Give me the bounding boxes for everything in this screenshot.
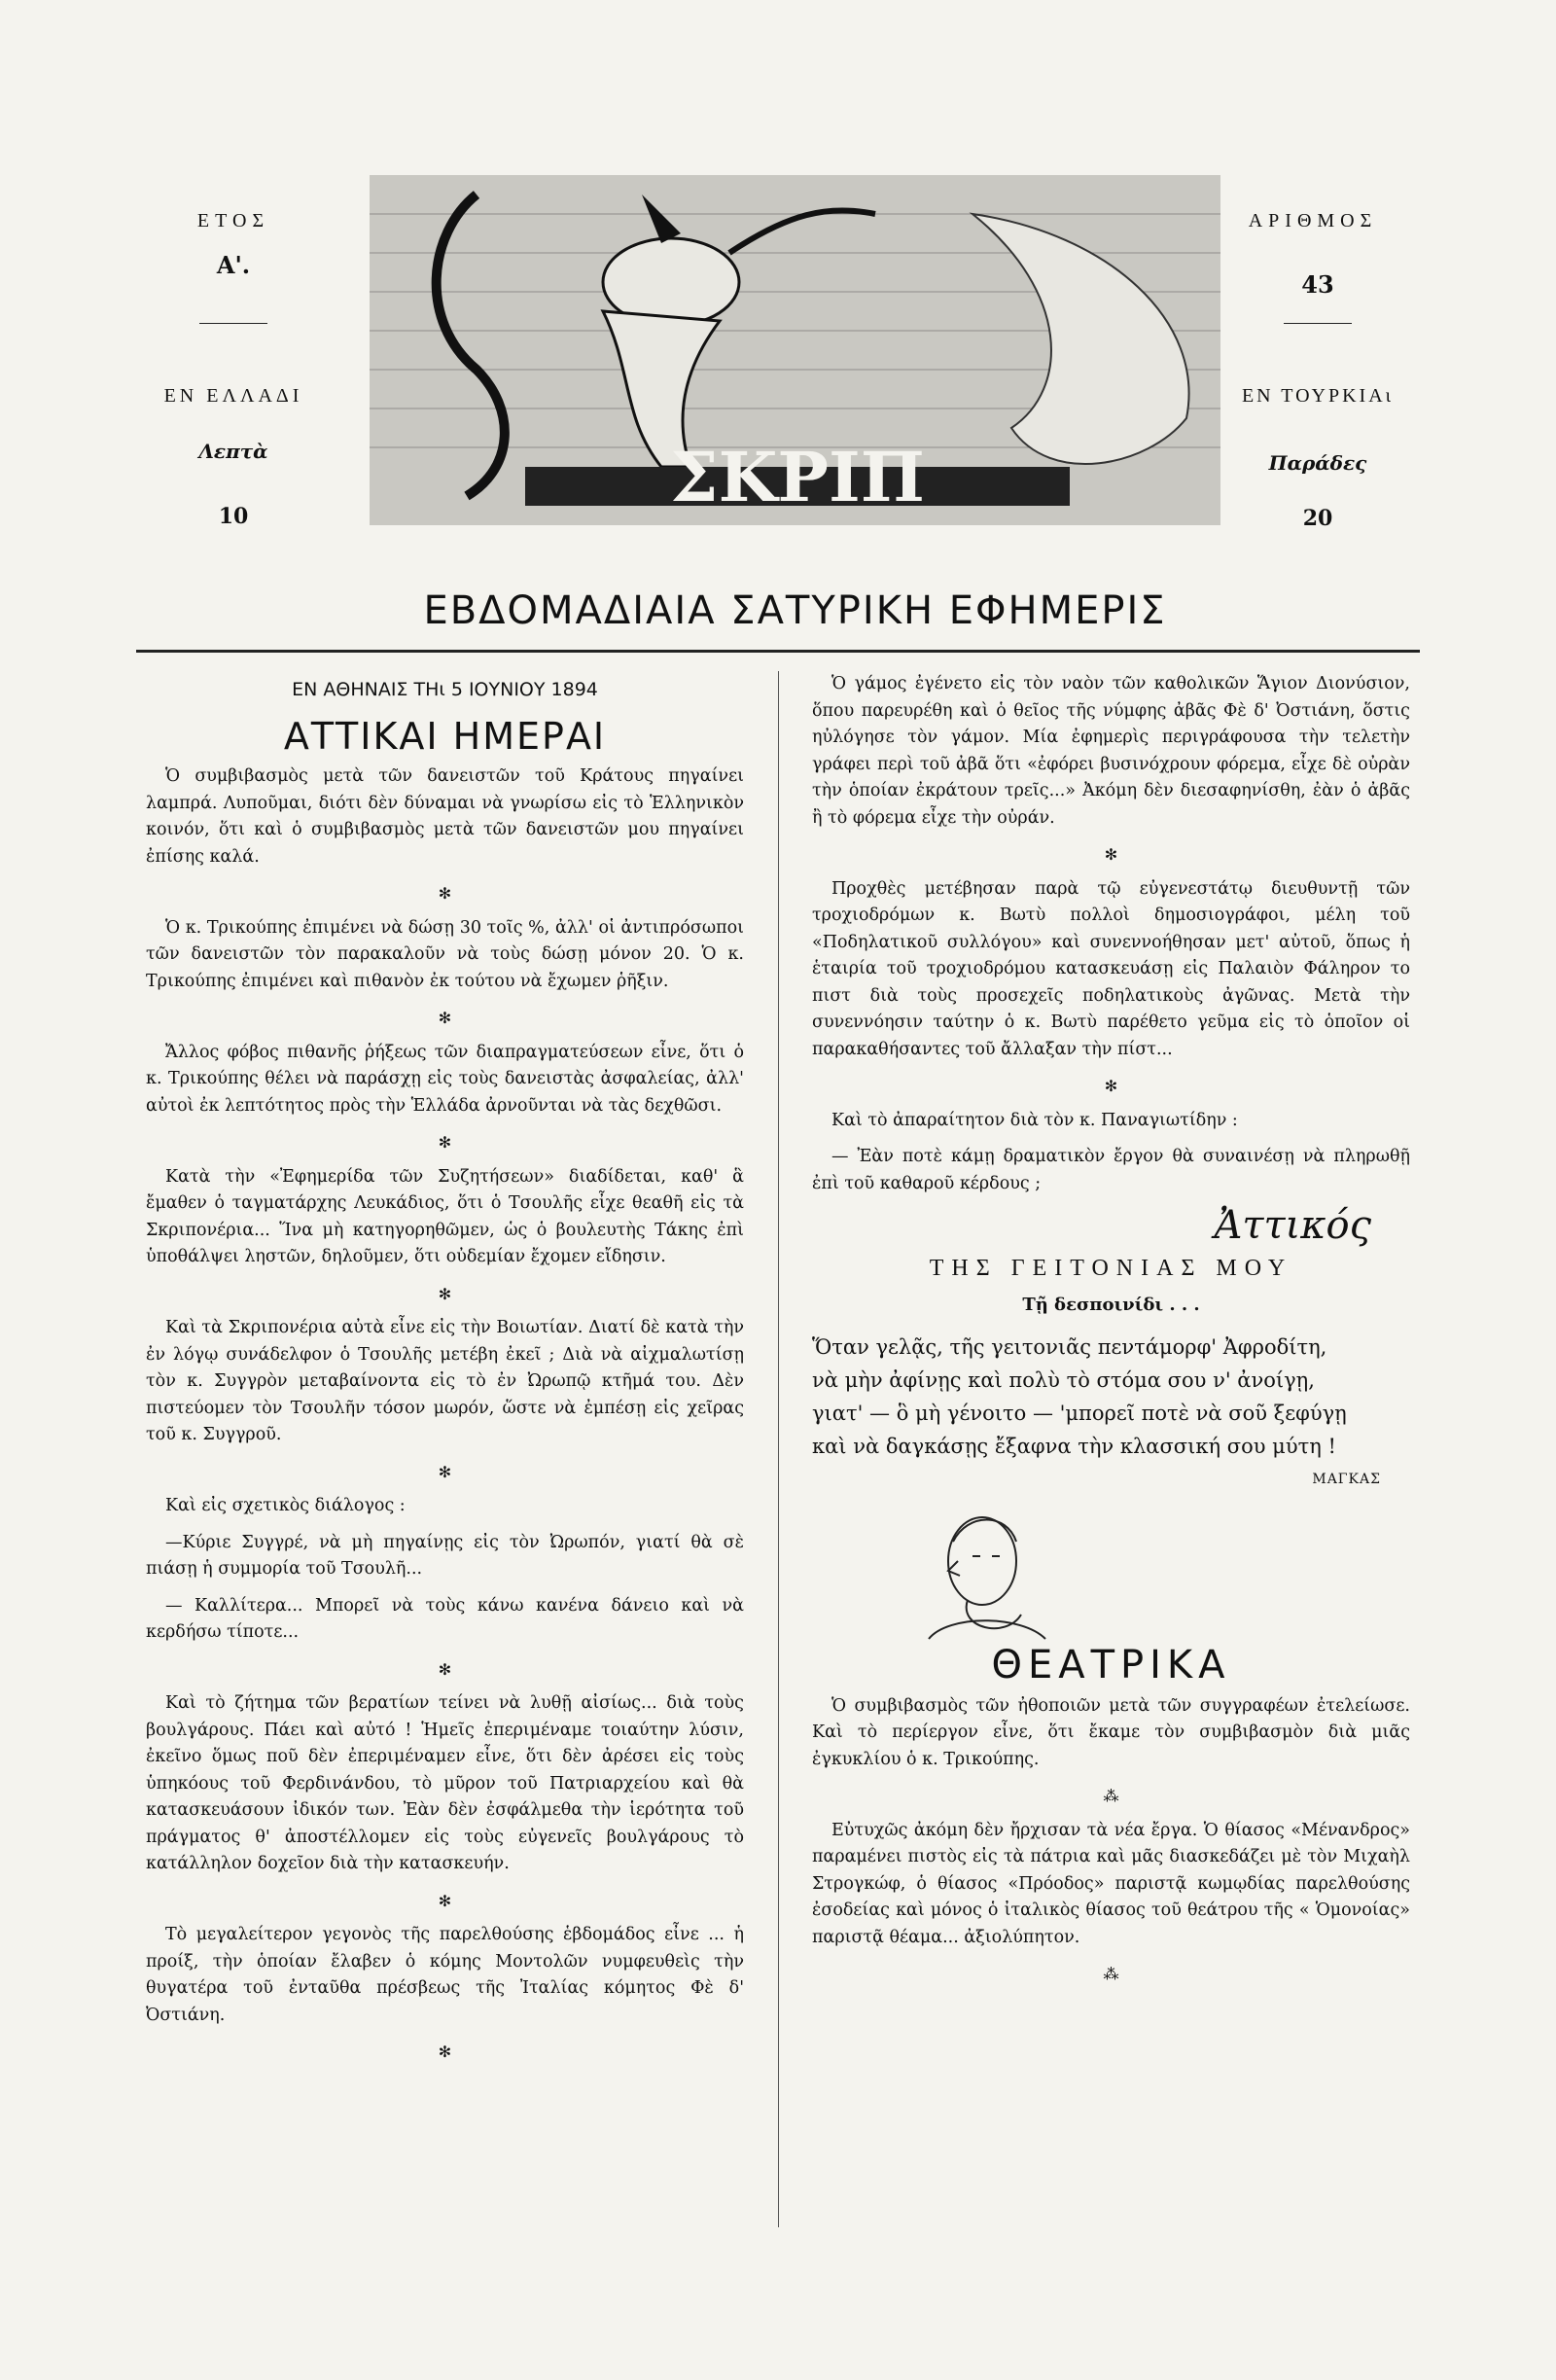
article-paragraph: Ὁ κ. Τρικούπης ἐπιμένει νὰ δώσῃ 30 τοῖς %, ἀλλ' οἱ ἀντιπρόσωποι τῶν δανειστῶν τὸν παρακαλοῦν νὰ τοὺς δώσῃ μόνον 20. Ὁ κ. Τρικούπης ἐπιμένει καὶ πιθανὸν ἐκ τούτου νὰ ἔχωμεν ῥῆξιν. xyxy=(146,917,744,991)
dialogue-line: — Καλλίτερα... Μπορεῖ νὰ τοὺς κάνω κανένα δάνειο καὶ νὰ κερδήσω τίποτε... xyxy=(146,1595,744,1642)
separator-asterisk: ✻ xyxy=(438,884,452,903)
dateline: ΕΝ ΑΘΗΝΑΙΣ ΤΗι 5 ΙΟΥΝΙΟΥ 1894 xyxy=(292,679,598,700)
separator-asterisk: ✻ xyxy=(1104,845,1118,864)
separator-asterisk: ✻ xyxy=(438,1009,452,1027)
poem-line: Ὅταν γελᾷς, τῆς γειτονιᾶς πεντάμορφ' Ἀφροδίτη, xyxy=(812,1334,1327,1359)
article-paragraph: Καὶ τὰ Σκριπονέρια αὐτὰ εἶνε εἰς τὴν Βοιωτίαν. Διατί δὲ κατὰ τὴν ἐν λόγῳ συνάδελφον ὁ Τσουλῆς μετέβη ἐκεῖ ; Διὰ νὰ αἰχμαλωτίσῃ τὸν κ. Συγγρὸν μεταβαίνοντα εἰς τὸ ἐν Ὠρωπῷ κτῆμά του. Δὲν πιστεύομεν τὸν Τσουλῆν τόσον μωρόν, ὥστε νὰ ἐμπέσῃ εἰς χεῖρας τοῦ κ. Συγγροῦ. xyxy=(146,1318,744,1444)
article-paragraph: Ὁ συμβιβασμὸς μετὰ τῶν δανειστῶν τοῦ Κράτους πηγαίνει λαμπρά. Λυποῦμαι, διότι δὲν δύναμαι νὰ γνωρίσω εἰς τὸ Ἑλληνικὸν κοινόν, ὅτι καὶ ὁ συμβιβασμὸς μετὰ τῶν δανειστῶν μου πηγαίνει ἐπίσης καλά. xyxy=(146,766,744,867)
separator-dots: ⁂ xyxy=(1103,1965,1119,1983)
article-paragraph: Καὶ τὸ ζήτημα τῶν βερατίων τείνει νὰ λυθῇ αἰσίως... διὰ τοὺς βουλγάρους. Πάει καὶ αὐτό ! Ἡμεῖς ἐπεριμέναμε τοιαύτην λύσιν, ἐκεῖνο ὅμως ποῦ δὲν ἐπεριμέναμεν εἶνε, ὅτι δὲν ἀρέσει εἰς τοὺς ὑπηκόους τοῦ Φερδινάνδου, τὸ μῦρον τοῦ Πατριαρχείου καὶ θὰ κατασκευάσουν ἰδικόν των. Ἐὰν δὲν ἐσφάλμεθα τὴν ἱερότητα τοῦ πράγματος θ' ἀποστέλλομεν εἰς τοὺς εὐγενεῖς βουλγάρους τὸ κατάλληλον δοχεῖον διὰ τὴν κατασκευήν. xyxy=(146,1693,744,1873)
poem-body xyxy=(812,1331,1410,1463)
poem-dedication: Τῇ δεσποινίδι . . . xyxy=(1022,1295,1200,1315)
dialogue-line: —Κύριε Συγγρέ, νὰ μὴ πηγαίνῃς εἰς τὸν Ὠρωπόν, γιατί θὰ σὲ πιάσῃ ἡ συμμορία τοῦ Τσουλῆ... xyxy=(146,1532,744,1579)
article-paragraph: Ὁ συμβιβασμὸς τῶν ἠθοποιῶν μετὰ τῶν συγγραφέων ἐτελείωσε. Καὶ τὸ περίεργον εἶνε, ὅτι ἔκαμε τὸν συμβιβασμὸν διὰ μιᾶς ἐγκυκλίου ὁ κ. Τρικούπης. xyxy=(812,1695,1410,1769)
column-divider xyxy=(778,671,779,2227)
masthead-logo-text: ΣΚΡΙΠ xyxy=(670,437,925,517)
year-value: Α'. xyxy=(216,251,251,279)
left-price: 10 xyxy=(218,504,249,529)
article-paragraph: Προχθὲς μετέβησαν παρὰ τῷ εὐγενεστάτῳ διευθυντῇ τῶν τροχιοδρόμων κ. Βωτὺ πολλοὶ δημοσιογράφοι, μέλη τοῦ «Ποδηλατικοῦ συλλόγου» καὶ συνεννοήθησαν μετ' αὐτοῦ, ὅπως ἡ ἑταιρία τοῦ τροχιοδρόμου κατασκευάσῃ εἰς Παλαιὸν Φάληρον το πιστ διὰ τοὺς προσεχεῖς ποδηλατικοὺς ἀγῶνας. Μετὰ τὴν συνεννόησιν ταύτην ὁ κ. Βωτὺ παρέθετο γεῦμα εἰς τὸ ὁποῖον οἱ παρακαθήσαντες τοῦ ἄλλαξαν τὴν πίστ... xyxy=(812,878,1410,1059)
separator-asterisk: ✻ xyxy=(438,1659,452,1679)
left-column xyxy=(146,671,744,2074)
article-paragraph: Καὶ τὸ ἀπαραίτητον διὰ τὸν κ. Παναγιωτίδην : xyxy=(831,1110,1238,1130)
separator-asterisk: ✻ xyxy=(438,1462,452,1481)
separator-asterisk: ✻ xyxy=(438,1891,452,1910)
poem-line: καὶ νὰ δαγκάσῃς ἔξαφνα τὴν κλασσική σου μύτη ! xyxy=(812,1434,1336,1458)
right-region: ΕΝ ΤΟΥΡΚΙΑι xyxy=(1241,385,1395,407)
article-paragraph: Ὁ γάμος ἐγένετο εἰς τὸν ναὸν τῶν καθολικῶν Ἅγιον Διονύσιον, ὅπου παρευρέθη καὶ ὁ θεῖος τῆς νύμφης ἀβᾶς Φὲ δ' Ὀστιάνη, ὅστις ηὐλόγησε τὸν γάμον. Μία ἐφημερὶς περιγράφουσα τὴν τελετὴν γράφει περὶ τοῦ ἀβᾶ ὅτι «ἐφόρει βυσινόχρουν φόρεμα, εἶχε δὲ οὐρὰν τὴν ὁποίαν ἐκράτουν τρεῖς...» Ἀκόμη δὲν διεσαφηνίσθη, ἐὰν ὁ ἀβᾶς ἢ τὸ φόρεμα εἶχε τὴν οὐράν. xyxy=(812,674,1410,828)
right-divider xyxy=(1284,323,1352,324)
article-paragraph: — Ἐὰν ποτὲ κάμῃ δραματικὸν ἔργον θὰ συναινέσῃ νὰ πληρωθῇ ἐπὶ τοῦ καθαροῦ κέρδους ; xyxy=(812,1147,1410,1193)
section-heading-attikai: ΑΤΤΙΚΑΙ ΗΜΕΡΑΙ xyxy=(283,714,607,758)
right-column xyxy=(812,671,1410,1996)
section-heading-theatrika: ΘΕΑΤΡΙΚΑ xyxy=(991,1643,1231,1687)
article-paragraph: Ἄλλος φόβος πιθανῆς ῥήξεως τῶν διαπραγματεύσεων εἶνε, ὅτι ὁ κ. Τρικούπης θέλει νὰ παράσχῃ εἰς τοὺς δανειστὰς ἀσφαλείας, ἀλλ' αὐτοὶ ἐκ λεπτότητος πρὸς τὴν Ἑλλάδα ἀρνοῦνται νὰ τὰς δεχθῶσι. xyxy=(146,1042,744,1116)
portrait-sketch xyxy=(812,1503,1410,1649)
separator-dots: ⁂ xyxy=(1103,1787,1119,1805)
separator-asterisk: ✻ xyxy=(438,1284,452,1303)
separator-asterisk: ✻ xyxy=(1104,1077,1118,1095)
masthead-illustration xyxy=(370,175,1220,525)
article-paragraph: Καὶ εἰς σχετικὸς διάλογος : xyxy=(165,1496,406,1515)
year-label: ΕΤΟΣ xyxy=(196,210,270,231)
devil-illustration xyxy=(370,175,1220,525)
article-paragraph: Κατὰ τὴν «Ἐφημερίδα τῶν Συζητήσεων» διαδίδεται, καθ' ἃ ἔμαθεν ὁ ταγματάρχης Λευκάδιος, ὅτι ὁ Τσουλῆς εἶχε θεαθῆ εἰς τὰ Σκριπονέρια... Ἵνα μὴ κατηγορηθῶμεν, ὡς ὁ βουλευτὴς Τάκης ἐπὶ ὑποθάλψει ληστῶν, δηλοῦμεν, ὅτι οὐδεμίαν ἔχομεν εἴδησιν. xyxy=(146,1166,744,1266)
left-region: ΕΝ ΕΛΛΑΔΙ xyxy=(163,385,303,407)
right-price: 20 xyxy=(1302,506,1333,531)
right-currency: Παράδες xyxy=(1268,451,1367,475)
poem-title: ΤΗΣ ΓΕΙΤΟΝΙΑΣ ΜΟΥ xyxy=(929,1255,1293,1281)
left-currency: Λεπτὰ xyxy=(198,440,268,463)
article-paragraph: Εὐτυχῶς ἀκόμη δὲν ἤρχισαν τὰ νέα ἔργα. Ὁ θίασος «Μένανδρος» παραμένει πιστὸς εἰς τὰ πάτρια καὶ μᾶς διασκεδάζει μὲ τὸν Μιχαὴλ Στρογκώφ, ὁ θίασος «Πρόοδος» παριστᾷ κωμῳδίας παρελθούσης ἐσοδείας καὶ μόνος ὁ ἰταλικὸς θίασος τοῦ θεάτρου τῆς « Ὁμονοίας» παριστᾷ θέαμα... ἀξιολύπητον. xyxy=(812,1820,1410,1947)
poem-line: γιατ' — ὃ μὴ γένοιτο — 'μπορεῖ ποτὲ νὰ σοῦ ξεφύγῃ xyxy=(812,1401,1347,1425)
poem-author: ΜΑΓΚΑΣ xyxy=(1312,1471,1381,1487)
left-divider xyxy=(199,323,267,324)
article-paragraph: Τὸ μεγαλείτερον γεγονὸς τῆς παρελθούσης ἑβδομάδος εἶνε ... ἡ προίξ, τὴν ὁποίαν ἔλαβεν ὁ κόμης Μοντολῶν νυμφευθεὶς τὴν θυγατέρα τοῦ ἐνταῦθα πρέσβεως τῆς Ἰταλίας κόμητος Φὲ δ' Ὀστιάνη. xyxy=(146,1925,744,2025)
poem-line: νὰ μὴν ἀφίνῃς καὶ πολὺ τὸ στόμα σου ν' ἀνοίγῃ, xyxy=(812,1368,1315,1392)
issue-number-value: 43 xyxy=(1301,270,1334,299)
separator-asterisk: ✻ xyxy=(438,1133,452,1152)
newspaper-subtitle: ΕΒΔΟΜΑΔΙΑΙΑ ΣΑΤΥΡΙΚΗ ΕΦΗΜΕΡΙΣ xyxy=(423,588,1167,633)
author-signature: Ἀττικός xyxy=(1214,1203,1371,1248)
masthead-rule xyxy=(136,650,1420,653)
issue-number-label: ΑΡΙΘΜΟΣ xyxy=(1248,210,1378,231)
separator-asterisk: ✻ xyxy=(438,2043,452,2061)
man-portrait-icon xyxy=(812,1503,1410,1649)
